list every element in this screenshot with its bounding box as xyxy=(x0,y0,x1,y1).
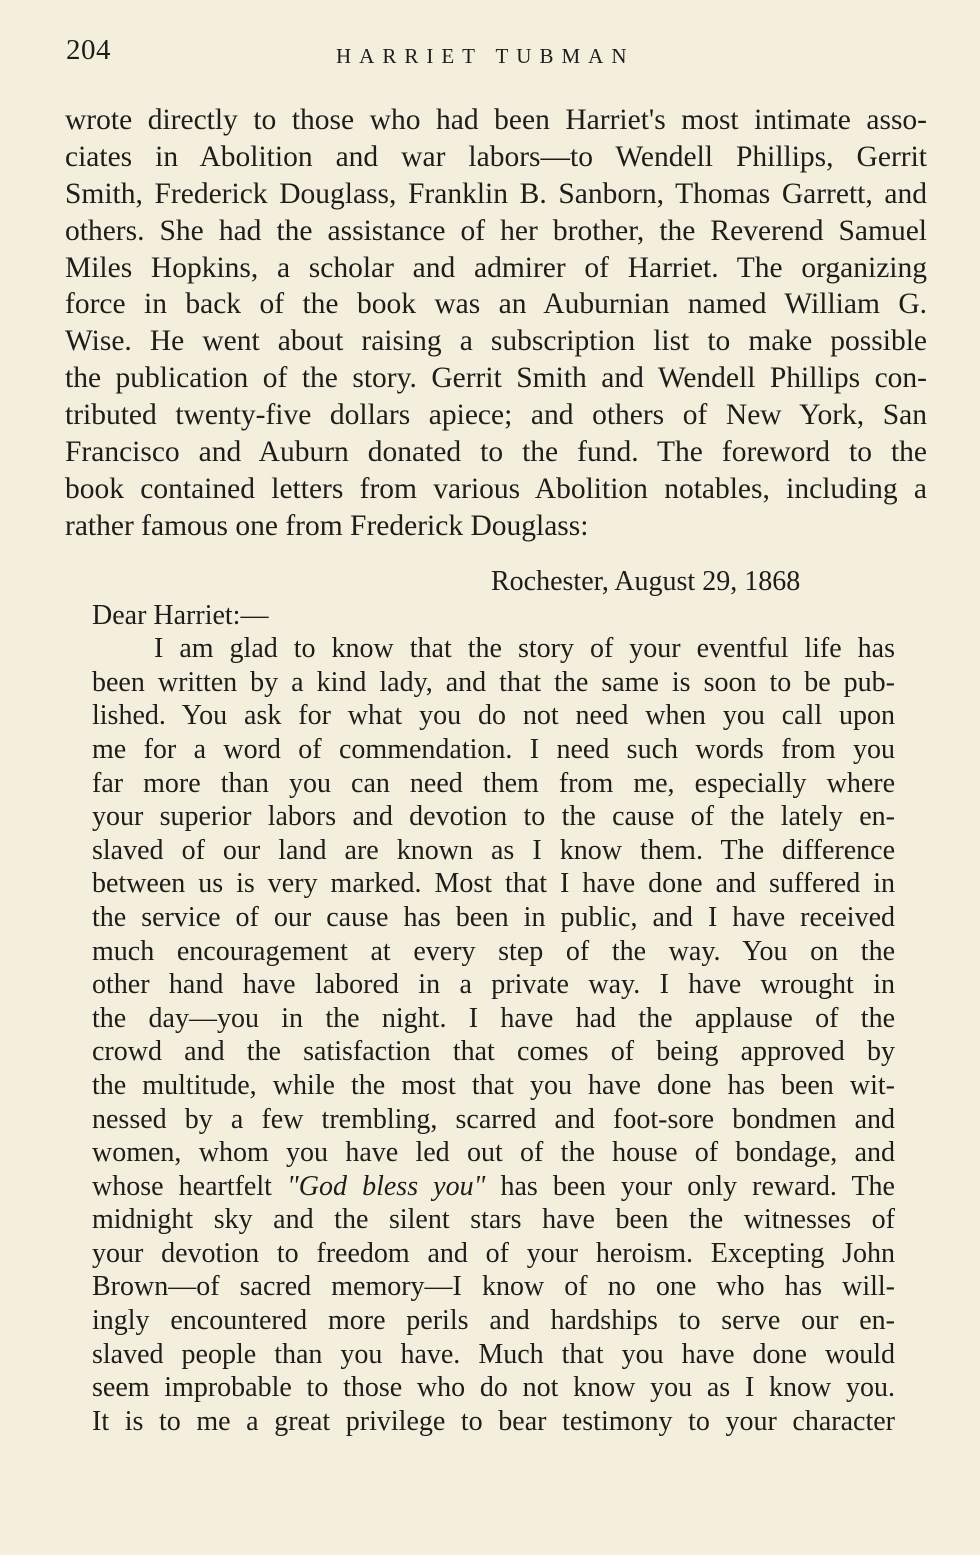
letter-line: women, whom you have led out of the house of bondage, and xyxy=(92,1137,895,1169)
body-line: the publication of the story. Gerrit Smith and Wendell Phillips con- xyxy=(65,362,927,395)
body-line: wrote directly to those who had been Harriet's most intimate asso- xyxy=(65,104,927,136)
body-line: ciates in Abolition and war labors—to Wendell Phillips, Gerrit xyxy=(65,140,927,173)
letter-line: much encouragement at every step of the way. You on the xyxy=(92,935,895,967)
letter-line: other hand have labored in a private way. I have wrought in xyxy=(92,969,895,1001)
italic-blessing: "God bless you" xyxy=(287,1170,486,1202)
letter-line: slaved people than you have. Much that you have done would xyxy=(92,1338,895,1370)
letter-line: seem improbable to those who do not know you as I know you. xyxy=(92,1372,895,1404)
letter-line: crowd and the satisfaction that comes of being approved by xyxy=(92,1036,895,1068)
letter-line: ingly encountered more perils and hardships to serve our en- xyxy=(92,1305,895,1337)
body-line: rather famous one from Frederick Douglass: xyxy=(65,509,589,542)
body-line: Wise. He went about raising a subscription list to make possible xyxy=(65,325,927,358)
letter-line: nessed by a few trembling, scarred and foot-sore bondmen and xyxy=(92,1103,895,1135)
letter-line: I am glad to know that the story of your eventful life has xyxy=(154,633,895,665)
letter-line: your devotion to freedom and of your heroism. Excepting John xyxy=(92,1237,895,1269)
page-number: 204 xyxy=(66,34,111,66)
letter-line: slaved of our land are known as I know them. The difference xyxy=(92,834,895,866)
letter-line: It is to me a great privilege to bear testimony to your character xyxy=(92,1405,895,1437)
letter-salutation: Dear Harriet:— xyxy=(92,599,269,631)
letter-line: your superior labors and devotion to the cause of the lately en- xyxy=(92,801,895,833)
body-line: Smith, Frederick Douglass, Franklin B. Sanborn, Thomas Garrett, and xyxy=(65,177,927,210)
body-line: book contained letters from various Abolition notables, including a xyxy=(65,472,927,505)
letter-line: the service of our cause has been in public, and I have received xyxy=(92,901,895,933)
letter-line-with-italic xyxy=(92,1170,895,1204)
body-line: force in back of the book was an Auburnian named William G. xyxy=(65,288,927,321)
letter-dateline: Rochester, August 29, 1868 xyxy=(491,566,801,597)
body-paragraph xyxy=(65,102,927,545)
body-line: Francisco and Auburn donated to the fund. The foreword to the xyxy=(65,436,927,469)
letter-line: far more than you can need them from me, especially where xyxy=(92,767,895,799)
letter-line: been written by a kind lady, and that the same is soon to be pub- xyxy=(92,666,895,698)
letter-text: whose heartfelt xyxy=(92,1170,288,1202)
letter-line: the multitude, while the most that you have done has been wit- xyxy=(92,1069,895,1101)
letter-line: lished. You ask for what you do not need when you call upon xyxy=(92,700,895,732)
body-line: tributed twenty-five dollars apiece; and others of New York, San xyxy=(65,399,927,432)
letter-line: midnight sky and the silent stars have been the witnesses of xyxy=(92,1204,895,1236)
running-title: HARRIET TUBMAN xyxy=(336,44,635,68)
letter-line: Brown—of sacred memory—I know of no one who has will- xyxy=(92,1271,895,1303)
letter-line: between us is very marked. Most that I have done and suffered in xyxy=(92,868,895,900)
quoted-letter xyxy=(92,565,895,1438)
letter-line: me for a word of commendation. I need such words from you xyxy=(92,733,895,765)
letter-text: has been your only reward. The xyxy=(485,1170,895,1202)
body-line: others. She had the assistance of her brother, the Reverend Samuel xyxy=(65,214,927,247)
letter-line: the day—you in the night. I have had the applause of the xyxy=(92,1002,895,1034)
body-line: Miles Hopkins, a scholar and admirer of Harriet. The organizing xyxy=(65,251,927,284)
